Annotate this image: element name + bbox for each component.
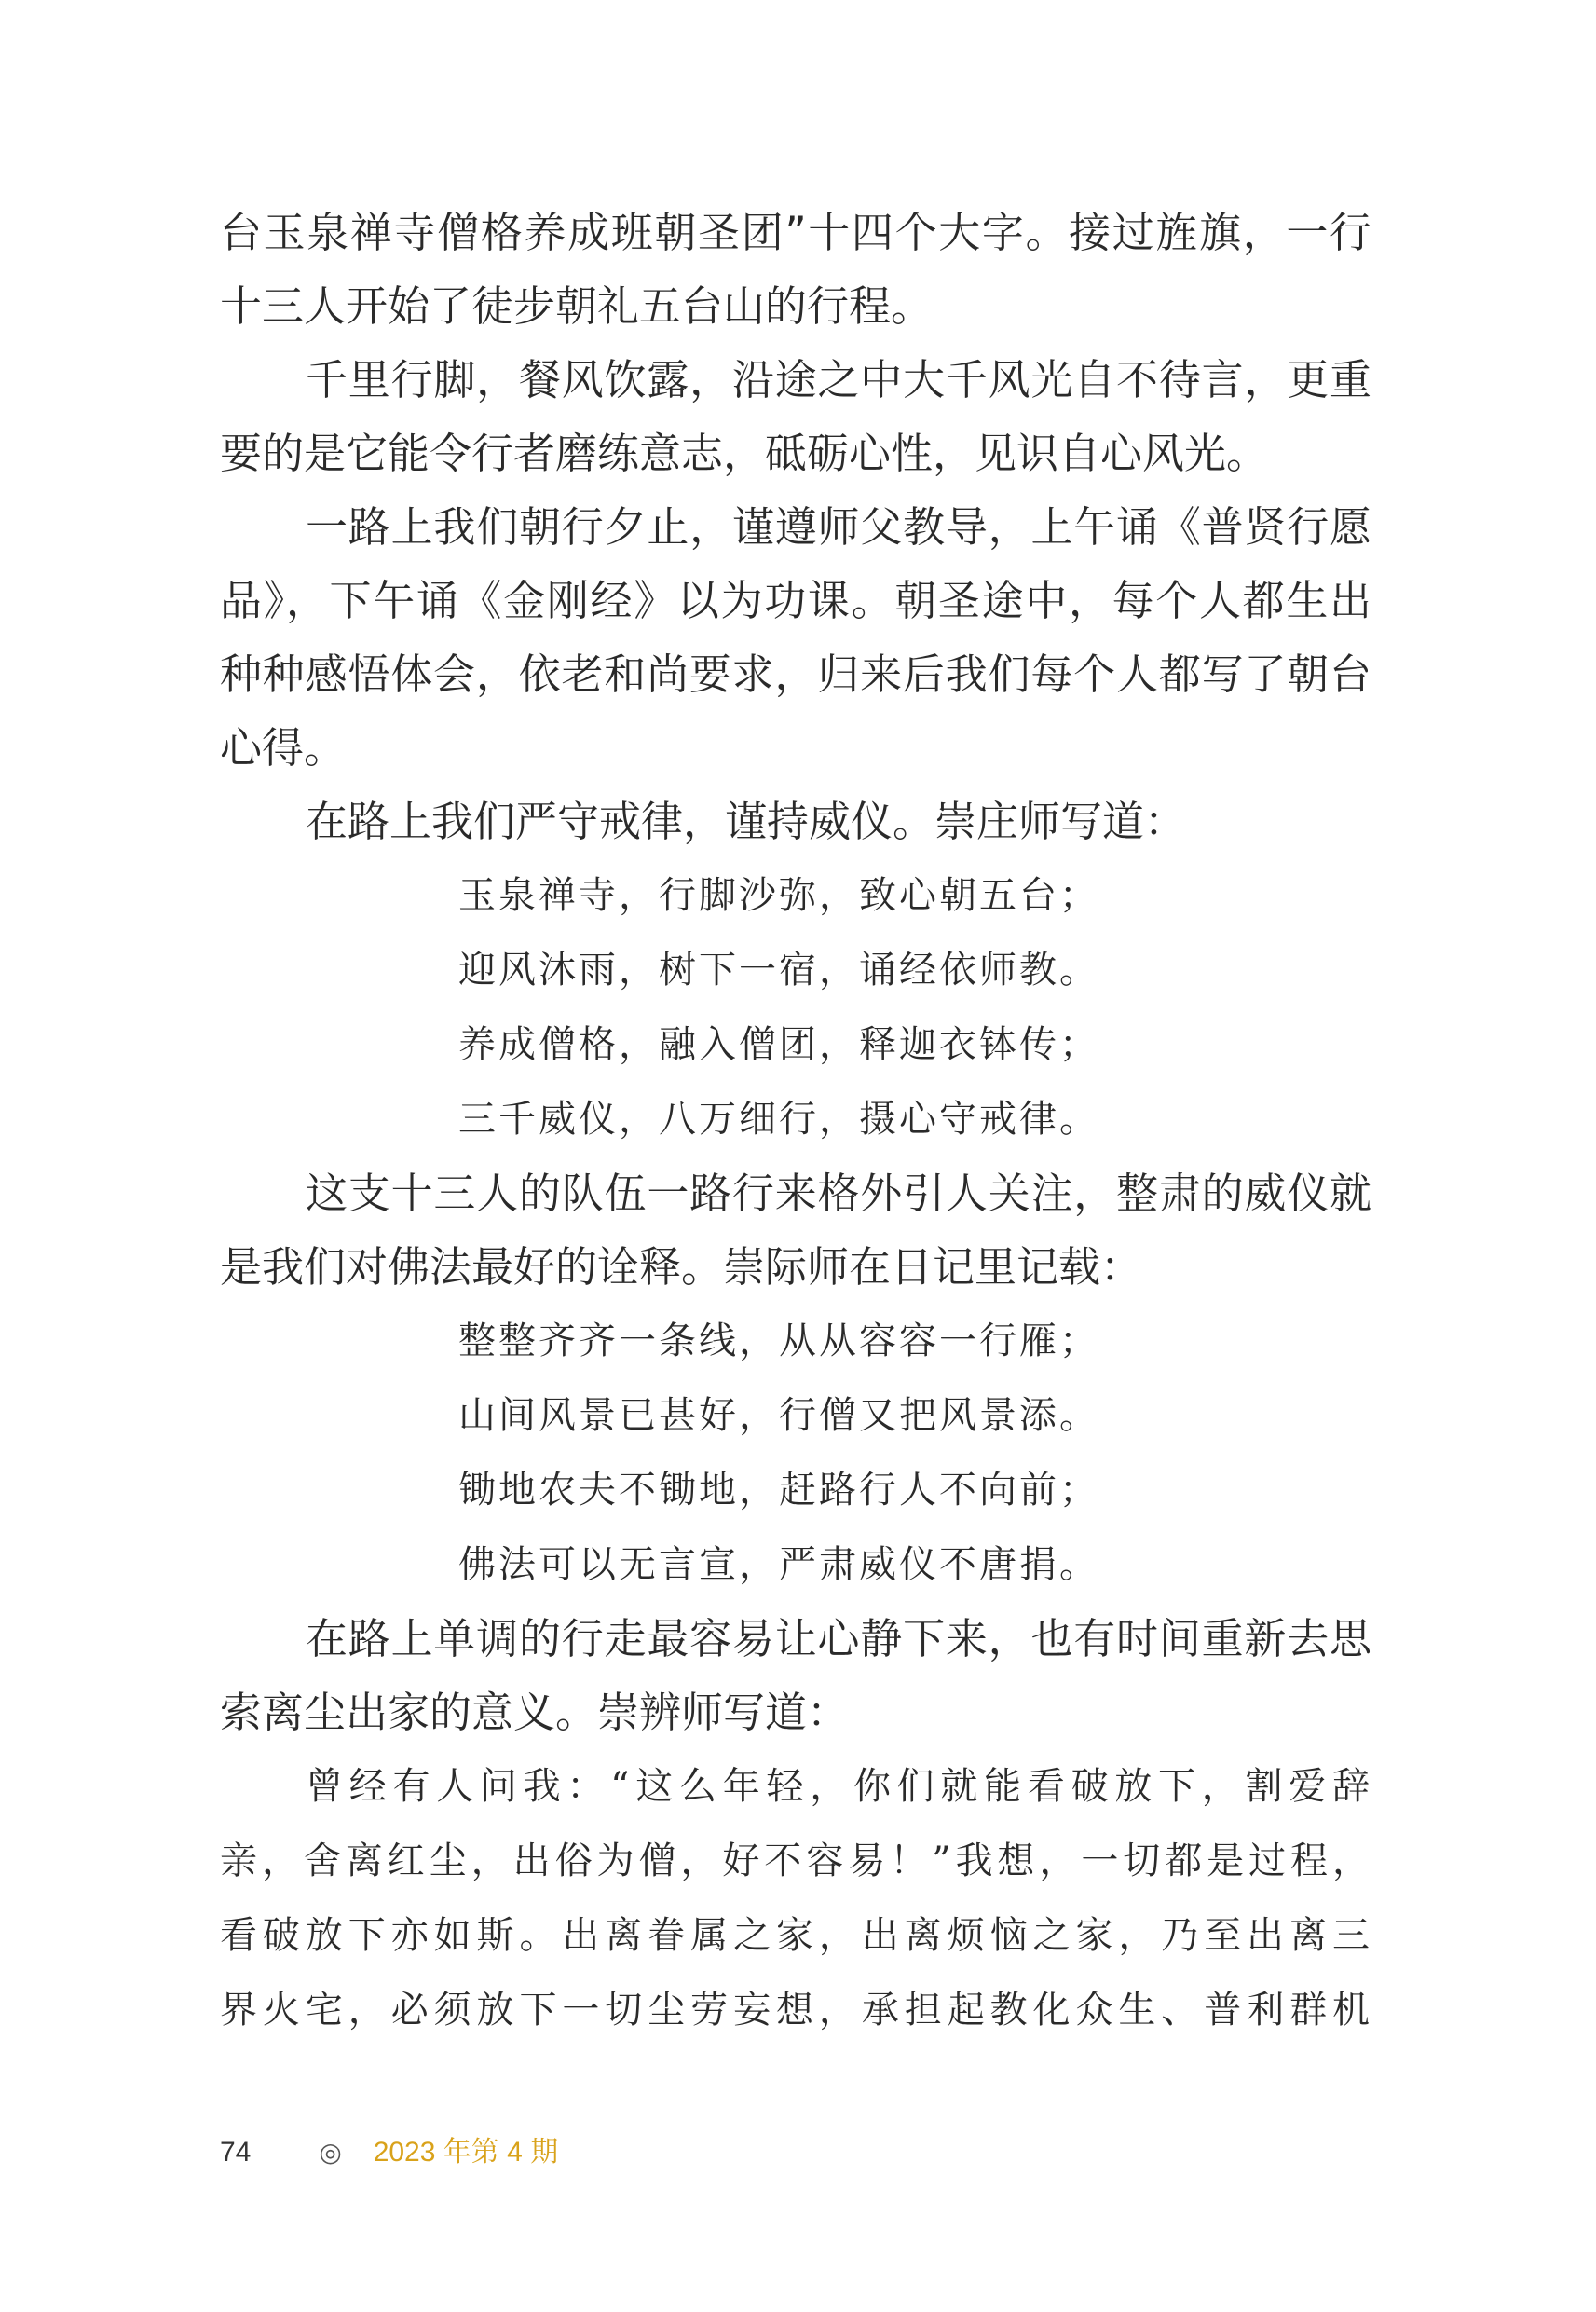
quote-line: 曾经有人问我：“这么年轻，你们就能看破放下，割爱辞 xyxy=(306,1765,1371,1808)
quote-line: 界火宅，必须放下一切尘劳妄想，承担起教化众生、普利群机 xyxy=(220,1989,1371,2032)
verse-line: 佛法可以无言宣，严肃威仪不唐捐。 xyxy=(458,1543,1099,1586)
page-footer xyxy=(220,2132,558,2173)
verse-line: 养成僧格，融入僧团，释迦衣钵传； xyxy=(458,1023,1099,1066)
verse-line: 山间风景已甚好，行僧又把风景添。 xyxy=(458,1394,1099,1437)
body-line: 索离尘出家的意义。崇辨师写道： xyxy=(220,1688,850,1737)
verse-line: 整整齐齐一条线，从从容容一行雁； xyxy=(458,1320,1099,1362)
body-line: 品》，下午诵《金刚经》以为功课。朝圣途中，每个人都生出 xyxy=(220,576,1371,625)
quote-line: 看破放下亦如斯。出离眷属之家，出离烦恼之家，乃至出离三 xyxy=(220,1914,1371,1957)
body-line: 千里行脚，餐风饮露，沿途之中大千风光自不待言，更重 xyxy=(306,355,1371,404)
bullseye-icon: ◎ xyxy=(319,2138,342,2167)
issue-label: 2023 年第 4 期 xyxy=(373,2137,559,2168)
body-line: 一路上我们朝行夕止，谨遵师父教导，上午诵《普贤行愿 xyxy=(306,502,1371,552)
body-line: 在路上我们严守戒律，谨持威仪。崇庄师写道： xyxy=(306,797,1187,846)
body-line: 在路上单调的行走最容易让心静下来，也有时间重新去思 xyxy=(306,1614,1371,1663)
body-line: 十三人开始了徒步朝礼五台山的行程。 xyxy=(220,281,934,331)
body-line: 这支十三人的队伍一路行来格外引人关注，整肃的威仪就 xyxy=(306,1169,1371,1218)
body-line: 是我们对佛法最好的诠释。崇际师在日记里记载： xyxy=(220,1242,1143,1292)
body-line: 要的是它能令行者磨练意志，砥砺心性，见识自心风光。 xyxy=(220,429,1269,478)
verse-line: 玉泉禅寺，行脚沙弥，致心朝五台； xyxy=(458,874,1099,917)
page-number: 74 xyxy=(220,2137,252,2168)
body-line: 心得。 xyxy=(220,723,347,773)
body-line: 台玉泉禅寺僧格养成班朝圣团”十四个大字。接过旌旗，一行 xyxy=(220,208,1371,257)
verse-line: 锄地农夫不锄地，赶路行人不向前； xyxy=(458,1469,1099,1512)
article-body xyxy=(220,196,1371,2047)
verse-line: 迎风沐雨，树下一宿，诵经依师教。 xyxy=(458,949,1099,992)
body-line: 种种感悟体会，依老和尚要求，归来后我们每个人都写了朝台 xyxy=(220,650,1371,699)
verse-line: 三千威仪，八万细行，摄心守戒律。 xyxy=(458,1098,1099,1141)
quote-line: 亲，舍离红尘，出俗为僧，好不容易！”我想，一切都是过程， xyxy=(220,1840,1371,1882)
